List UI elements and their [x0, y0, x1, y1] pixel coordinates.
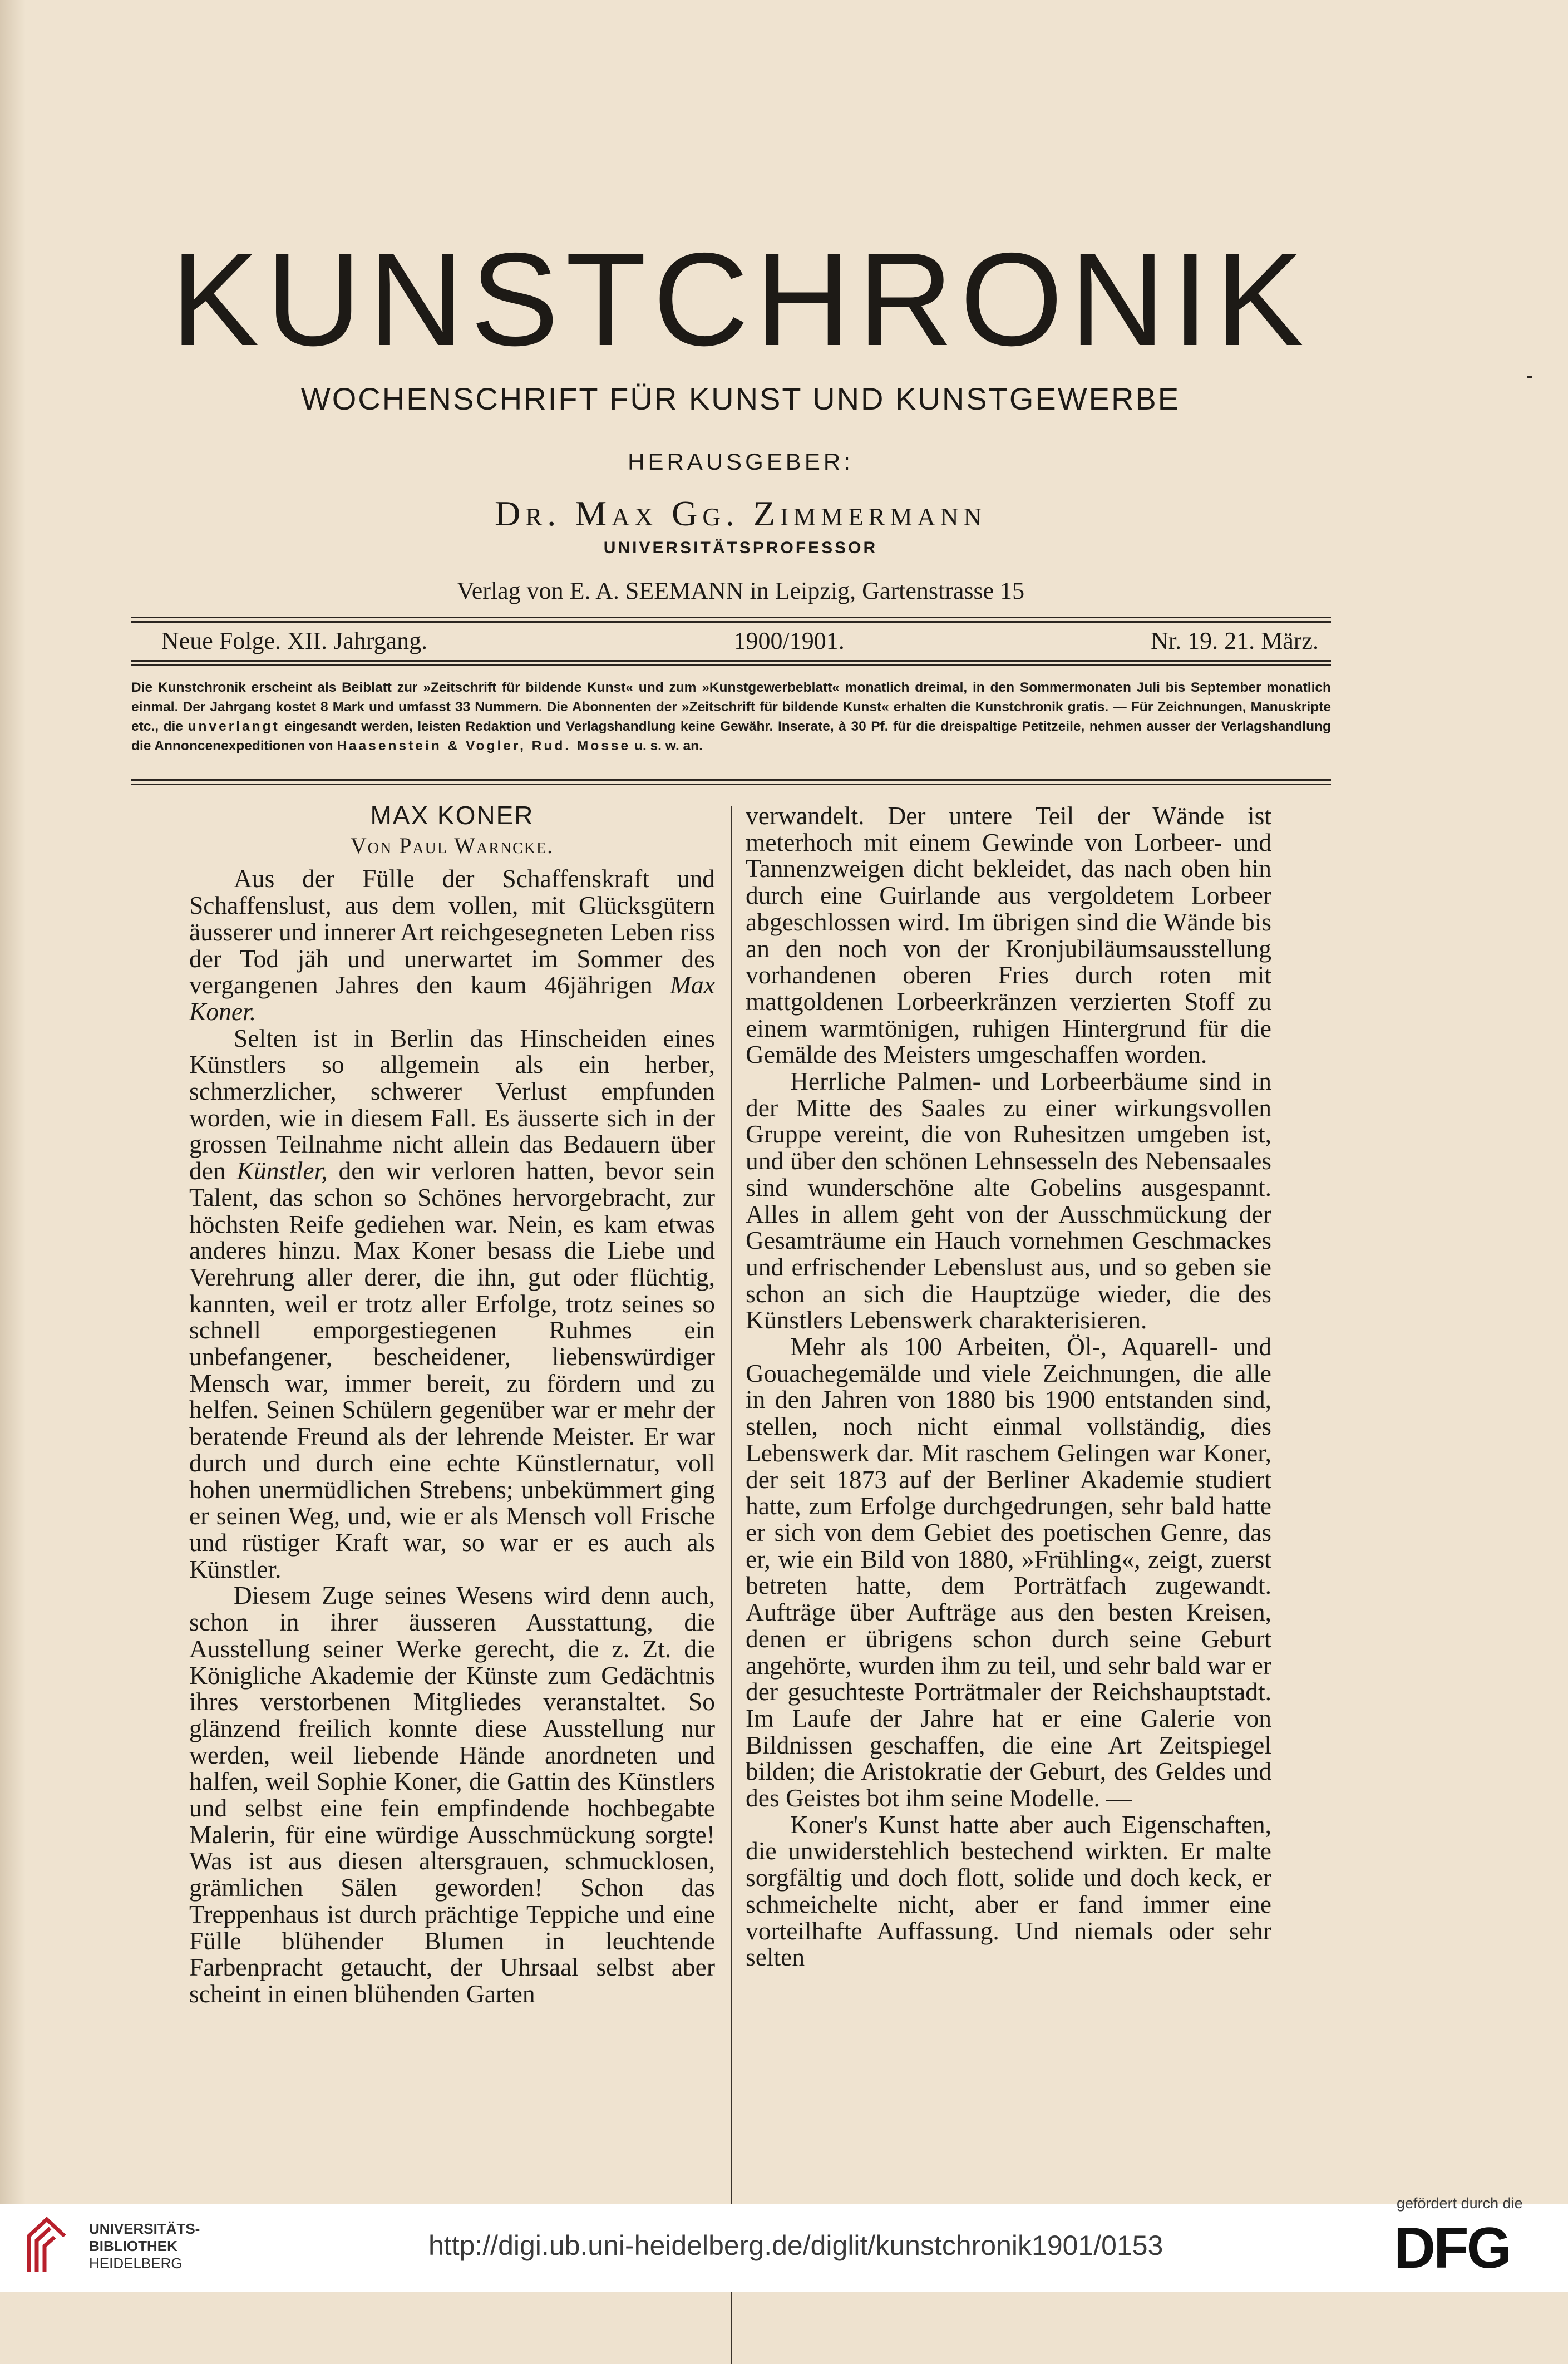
paragraph: Koner's Kunst hatte aber auch Eigenschaften, die unwiderstehlich bestechend wirkten. Er malte sorgfältig und doch flott, solide und doch keck, er schmeichelte nicht, aber er fand immer eine vorteilhafte Auffassung. Und niemals oder sehr selten	[746, 1810, 1271, 1972]
paragraph: Aus der Fülle der Schaffenskraft und Schaffenslust, aus dem vollen, mit Glücksgütern äusserer und innerer Art reichgesegneten Leben riss der Tod jäh und unerwartet im Sommer des vergangenen Jahres den kaum 46jährigen Max Koner.	[189, 864, 715, 1026]
notice-text-2: eingesandt werden, leisten Redaktion und Verlagshandlung keine Gewähr. Inserate, à 30 Pf. für die dreispaltige Petitzeile, nehmen ausser der Verlagshandlung die Annoncenexpeditionen von	[131, 719, 1331, 753]
library-name-line-2: BIBLIOTHEK	[89, 2238, 177, 2254]
publisher-line: Verlag von E. A. SEEMANN in Leipzig, Gartenstrasse 15	[456, 577, 1025, 604]
issue-line	[161, 627, 1319, 655]
column-divider	[731, 806, 732, 2364]
emphasis: Künstler,	[236, 1156, 328, 1185]
article-column-left	[189, 802, 715, 2007]
issue-number-date: Nr. 19. 21. März.	[1151, 627, 1319, 654]
dfg-logo: DFG	[1394, 2216, 1510, 2281]
editor-name: Dr. Max Gg. Zimmermann	[495, 494, 987, 533]
library-name-line-1: UNIVERSITÄTS-	[89, 2220, 200, 2237]
header-rule-bottom	[131, 660, 1331, 662]
emphasis: Max Koner.	[189, 971, 715, 1026]
article-title: MAX KONER	[370, 801, 534, 830]
notice-rule	[131, 779, 1331, 781]
page-spine-shadow	[0, 0, 26, 2204]
subscription-notice	[131, 678, 1331, 756]
issue-series: Neue Folge. XII. Jahrgang.	[161, 627, 428, 654]
permalink-url[interactable]: http://digi.ub.uni-heidelberg.de/diglit/kunstchronik1901/0153	[428, 2230, 1163, 2261]
paragraph: Diesem Zuge seines Wesens wird denn auch, schon in ihrer äusseren Ausstattung, die Ausstellung seiner Werke gerecht, die z. Zt. die Königliche Akademie der Künste zum Gedächtnis ihres verstorbenen Mitgliedes veranstaltet. So glänzend freilich konnte diese Ausstellung nur werden, weil liebende Hände anordneten und halfen, weil Sophie Koner, die Gattin des Künstlers und selbst eine fein empfindende hochbegabte Malerin, für eine würdige Ausschmückung sorgte! Was ist aus diesen altersgrauen, schmucklosen, grämlichen Sälen geworden! Schon das Treppenhaus ist durch prächtige Teppiche und eine Fülle blühender Blumen in leuchtende Farbenpracht getaucht, der Uhrsaal selbst aber scheint in einen blühenden Garten	[189, 1581, 715, 2008]
notice-spaced-2: Haasenstein & Vogler, Rud. Mosse	[337, 738, 631, 753]
ub-heidelberg-logo-icon	[24, 2215, 69, 2276]
notice-rule-2	[131, 784, 1331, 785]
journal-subtitle: WOCHENSCHRIFT FÜR KUNST UND KUNSTGEWERBE	[300, 381, 1181, 416]
library-name-line-3: HEIDELBERG	[89, 2255, 183, 2272]
issue-year: 1900/1901.	[733, 627, 845, 654]
paragraph: Selten ist in Berlin das Hinscheiden eines Künstlers so allgemein als ein herber, schmerzlicher, schwerer Verlust empfunden worden, wie in diesem Fall. Es äusserte sich in der grossen Teilnahme nicht allein das Bedauern über den Künstler, den wir verloren hatten, bevor sein Talent, das schon so Schönes hervorgebracht, zur höchsten Reife gediehen war. Nein, es kam etwas anderes hinzu. Max Koner besass die Liebe und Verehrung aller derer, die ihn, gut oder flüchtig, kannten, weil er trotz aller Erfolge, trotz seines so schnell emporgestiegenen Ruhmes ein unbefangener, bescheidener, liebenswürdiger Mensch war, immer bereit, zu fördern und zu helfen. Seinen Schülern gegenüber war er mehr der beratende Freund als der lehrende Meister. Er war durch und durch eine echte Künstlernatur, voll hohen unermüdlichen Strebens; unbekümmert ging er seinen Weg, und, wie er als Mensch voll Frische und rüstiger Kraft war, so war er es auch als Künstler.	[189, 1023, 715, 1583]
library-name	[89, 2220, 200, 2272]
header-rule-top-2	[131, 621, 1331, 623]
notice-text-3: u. s. w. an.	[630, 738, 703, 753]
publisher-label: HERAUSGEBER:	[628, 449, 854, 475]
notice-spaced-1: unverlangt	[188, 719, 280, 734]
paragraph: verwandelt. Der untere Teil der Wände ist meterhoch mit einem Gewinde von Lorbeer- und Tannenzweigen dicht bekleidet, das nach oben hin durch eine Guirlande aus vergoldetem Lorbeer abgeschlossen wird. Im übrigen sind die Wände bis an den noch von der Kronjubiläumsausstellung vorhandenen oberen Fries durch roten mit mattgoldenen Lorbeerkränzen verzierten Stoff zu einem warmtönigen, ruhigen Hintergrund für die Gemälde des Meisters umgeschaffen worden.	[746, 801, 1271, 1069]
scan-margin-mark	[1527, 376, 1532, 378]
paragraph: Herrliche Palmen- und Lorbeerbäume sind in der Mitte des Saales zu einer wirkungsvollen Gruppe vereint, die von Ruhesitzen umgeben ist, und über den schönen Lehnsesseln des Nebensaales sind wunderschöne alte Gobelins ausgespannt. Alles in allem geht von der Ausschmückung der Gesamträume ein Hauch vornehmen Geschmackes und erfrischender Lebenslust aus, und so geben sie schon an sich die Hauptzüge wieder, die des Künstlers Lebenswerk charakterisieren.	[746, 1067, 1271, 1334]
article-column-right	[746, 802, 1271, 1971]
header-rule-bottom-2	[131, 664, 1331, 666]
funded-by-label: gefördert durch die	[1397, 2195, 1523, 2212]
notice-text-1: Die Kunstchronik erscheint als Beiblatt zur »Zeitschrift für bildende Kunst« und zum »Kunstgewerbeblatt« monatlich dreimal, in den Sommermonaten Juli bis September monatlich einmal. Der Jahrgang kostet 8 Mark und umfasst 33 Nummern. Die Abonnenten der »Zeitschrift für bildende Kunst« erhalten die Kunstchronik gratis. — Für Zeichnungen, Manuskripte etc., die	[131, 680, 1331, 734]
journal-title: KUNSTCHRONIK	[170, 226, 1311, 373]
header-rule-top	[131, 617, 1331, 618]
paragraph: Mehr als 100 Arbeiten, Öl-, Aquarell- und Gouachegemälde und viele Zeichnungen, die alle in den Jahren von 1880 bis 1900 entstanden sind, stellen, noch nicht einmal vollständig, dies Lebenswerk dar. Mit raschem Gelingen war Koner, der seit 1873 auf der Berliner Akademie studiert hatte, zum Erfolge durchgedrungen, sehr bald hatte er sich von dem Gebiet des poetischen Genre, das er, wie ein Bild von 1880, »Frühling«, zeigt, zuerst betreten hatte, dem Porträtfach zugewandt. Aufträge über Aufträge aus den besten Kreisen, denen er übrigens schon durch seine Geburt angehörte, wurden ihm zu teil, und sehr bald war er der gesuchteste Porträtmaler der Reichshauptstadt. Im Laufe der Jahre hat er eine Galerie von Bildnissen geschaffen, die eine Art Zeitspiegel bilden; die Aristokratie der Geburt, des Geldes und des Geistes bot ihm seine Modelle. —	[746, 1332, 1271, 1813]
editor-role: UNIVERSITÄTSPROFESSOR	[603, 539, 878, 557]
article-byline: Von Paul Warncke.	[350, 833, 554, 858]
